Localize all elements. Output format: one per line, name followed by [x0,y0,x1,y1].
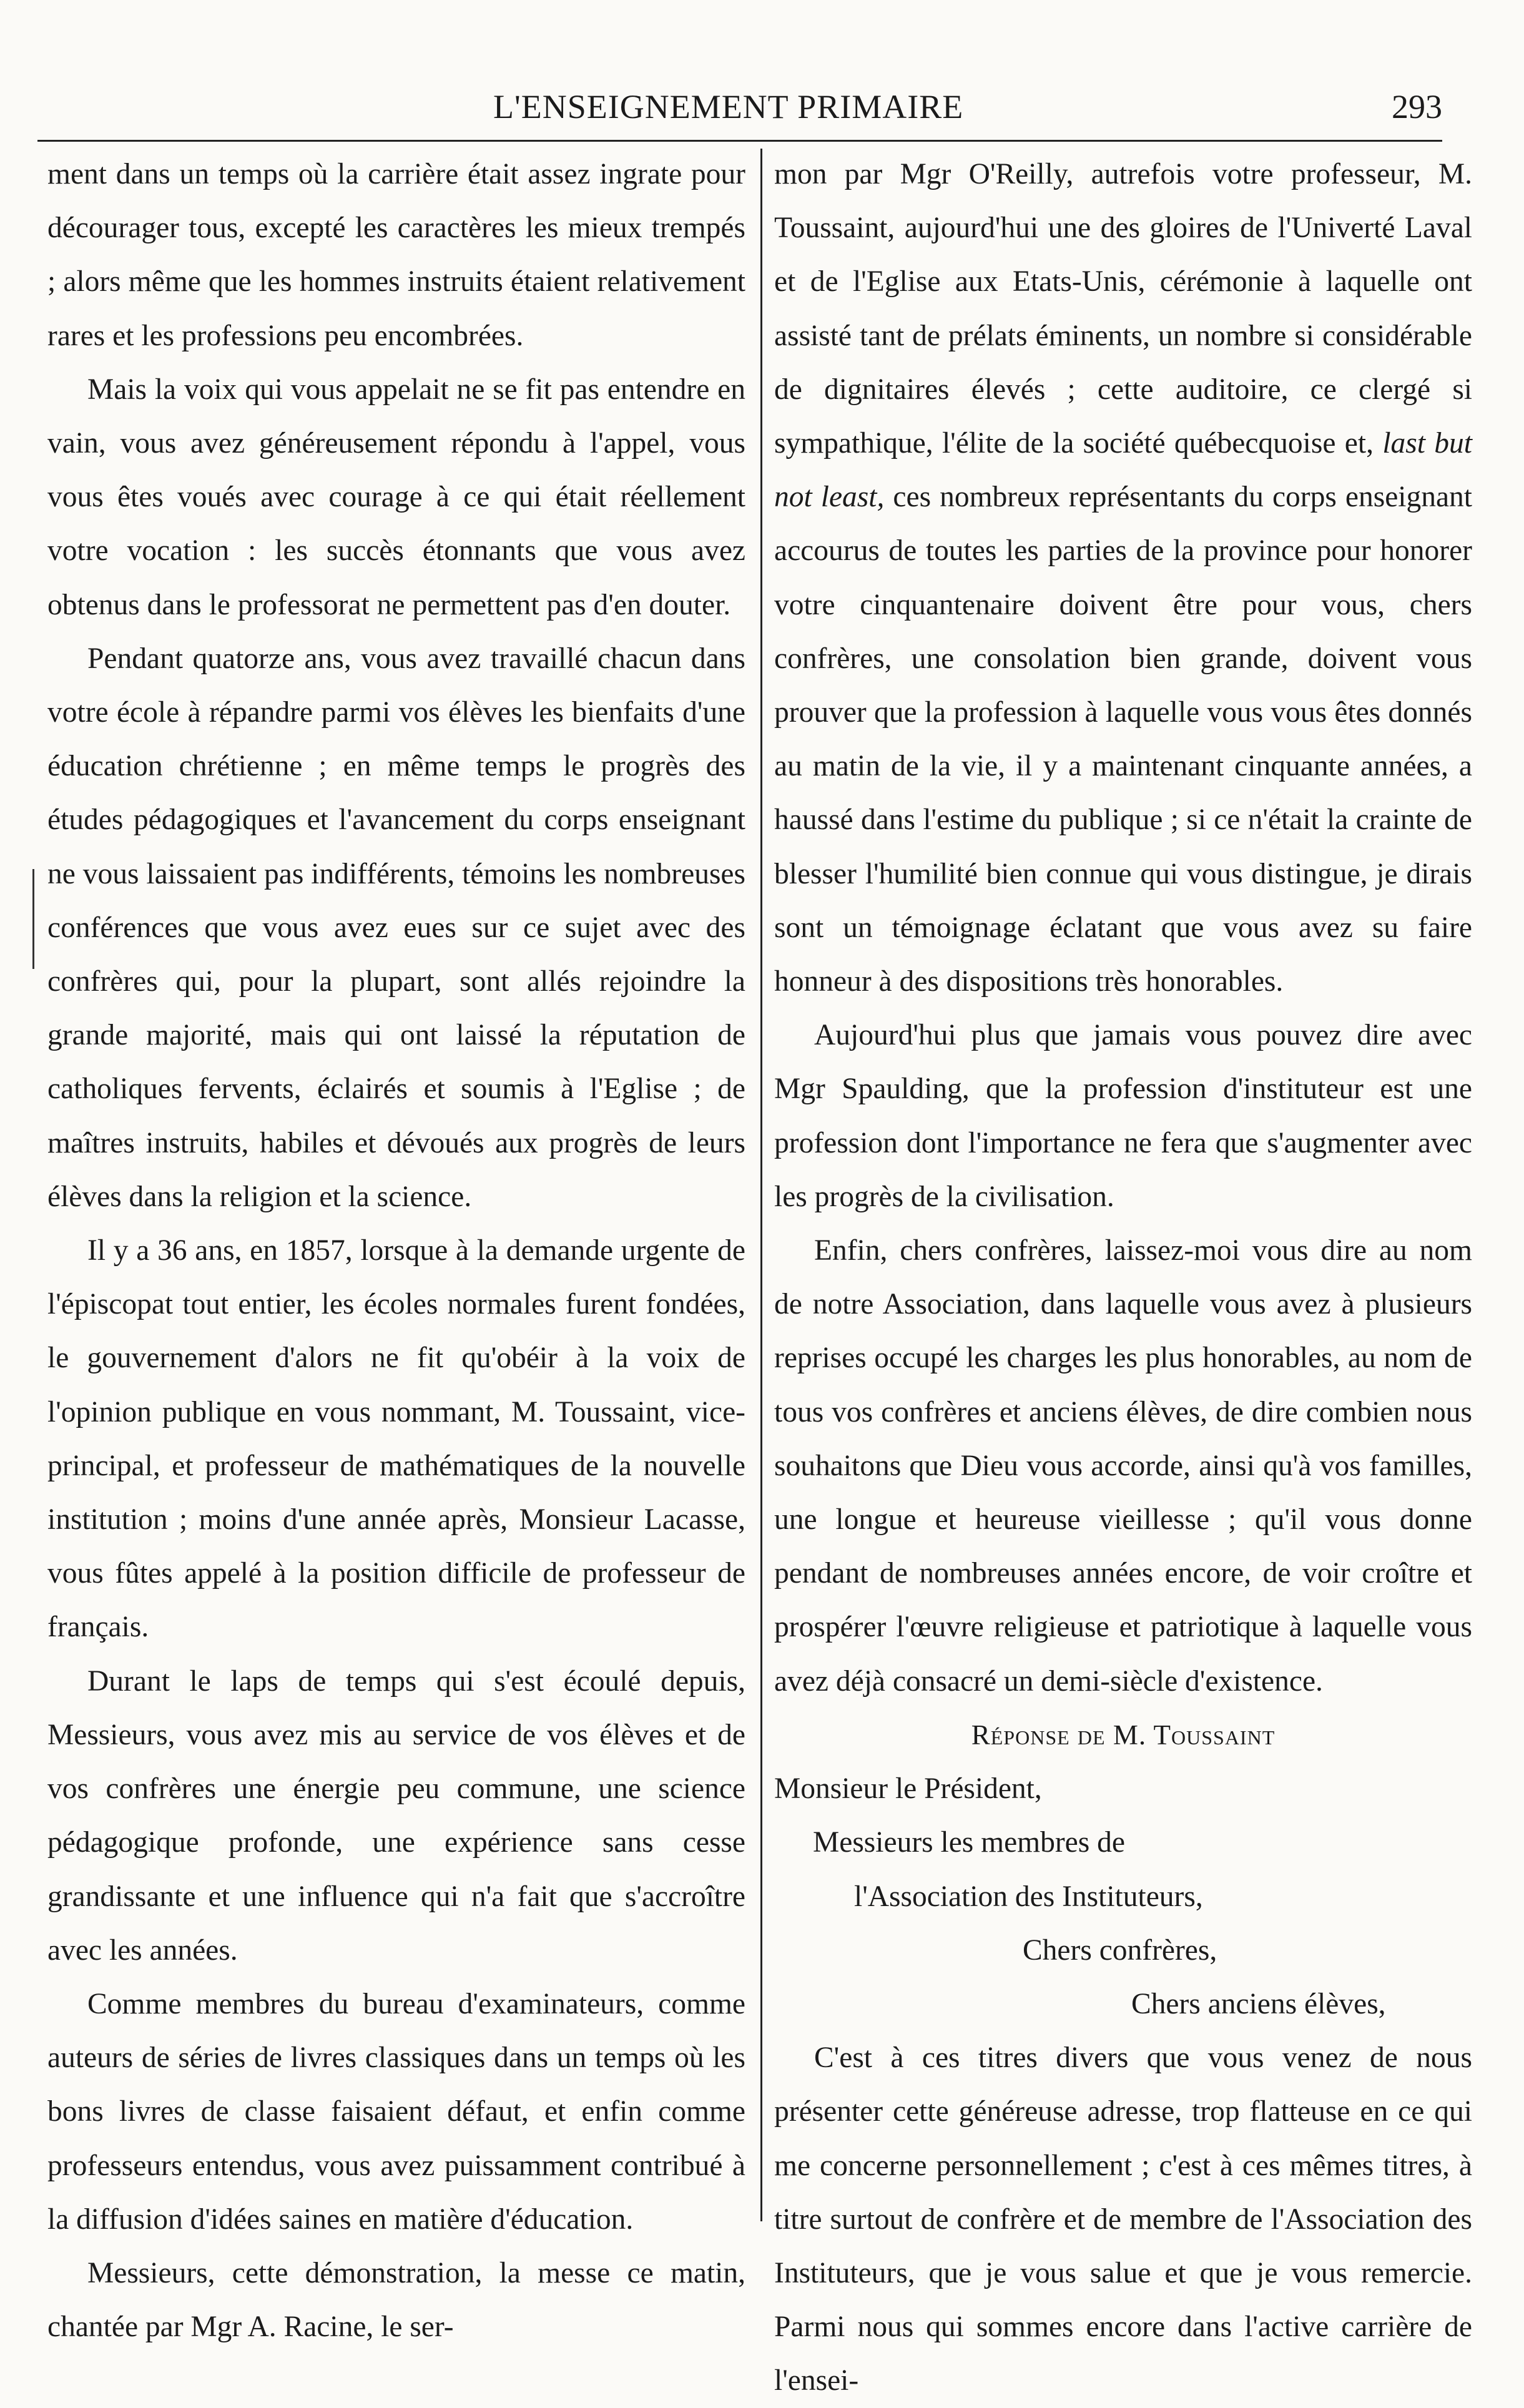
header-rule [37,140,1442,142]
running-title: L'ENSEIGNEMENT PRIMAIRE [493,88,964,125]
section-heading [774,1708,1472,1762]
paragraph [774,147,1472,1008]
paragraph: Mais la voix qui vous appelait ne se fit pas entendre en vain, vous avez généreusement répondu à l'appel, vous vous êtes voués avec courage à ce qui était réellement votre vocation : les succès étonnants que vous avez obtenus dans le professorat ne permettent pas d'en douter. [47,373,745,621]
paragraph: Enfin, chers confrères, laissez-moi vous dire au nom de notre Association, dans laquelle vous avez à plusieurs reprises occupé les charges les plus honorables, au nom de tous vos confrères et anciens élèves, de dire combien nous souhaitons que Dieu vous accorde, ainsi qu'à vos familles, une longue et heureuse vieillesse ; qu'il vous donne pendant de nombreuses années encore, de voir croître et prospérer l'œuvre religieuse et patriotique à laquelle vous avez déjà consacré un demi-siècle d'existence. [774,1234,1472,1698]
salutation-line: Chers anciens élèves, [1131,1987,1386,2020]
column-divider [760,149,762,2221]
paragraph-text: mon par Mgr O'Reilly, autrefois votre professeur, M. Toussaint, aujourd'hui une des gloires de l'Univerté Laval et de l'Eglise aux Etats-Unis, cérémonie à laquelle ont assisté tant de prélats éminents, un nombre si considérable de dignitaires élevés ; cette auditoire, ce clergé si sympathique, l'élite de la société québecquoise et, [774,158,1472,460]
paragraph: Durant le laps de temps qui s'est écoulé depuis, Messieurs, vous avez mis au service de vos élèves et de vos confrères une énergie peu commune, une science pédagogique profonde, une expérience sans cesse grandissante et une influence qui n'a fait que s'accroître avec les années. [47,1664,745,1967]
paragraph: Pendant quatorze ans, vous avez travaillé chacun dans votre école à répandre parmi vos élèves les bienfaits d'une éducation chrétienne ; en même temps le progrès des études pédagogiques et l'avancement du corps enseignant ne vous laissaient pas indifférents, témoins les nombreuses conférences que vous avez eues sur ce sujet avec des confrères qui, pour la plupart, sont allés rejoindre la grande majorité, mais qui ont laissé la réputation de catholiques fervents, éclairés et soumis à l'Eglise ; de maîtres instruits, habiles et dévoués aux progrès de leurs élèves dans la religion et la science. [47,642,745,1213]
paragraph: Messieurs, cette démonstration, la messe ce matin, chantée par Mgr A. Racine, le ser- [47,2256,745,2344]
salutation-line: l'Association des Instituteurs, [854,1880,1203,1913]
italic-phrase: last but not least, [774,427,1472,514]
margin-mark [32,869,34,969]
page-header [37,87,1442,132]
right-column [774,147,1472,2408]
page-number: 293 [1392,88,1442,125]
salutation-line: Monsieur le Président, [774,1772,1042,1806]
paragraph-text: ces nombreux représentants du corps enseignant accourus de toutes les parties de la province pour honorer votre cinquantenaire doivent être pour vous, chers confrères, une consolation bien grande, doivent vous prouver que la profession à laquelle vous vous êtes donnés au matin de la vie, il y a maintenant cinquante années, a haussé dans l'estime du publique ; si ce n'était la crainte de blesser l'humilité bien connue qui vous distingue, je dirais sont un témoignage éclatant que vous avez su faire honneur à des dispositions très honorables. [774,481,1473,998]
paragraph: ment dans un temps où la carrière était assez ingrate pour décourager tous, excepté les caractères les mieux trempés ; alors même que les hommes instruits étaient relativement rares et les professions peu encombrées. [47,158,745,352]
paragraph: C'est à ces titres divers que vous venez de nous présenter cette généreuse adresse, trop flatteuse en ce qui me concerne personnellement ; c'est à ces mêmes titres, à titre surtout de confrère et de membre de l'Association des Instituteurs, que je vous salue et que je vous remercie. Parmi nous qui sommes encore dans l'active carrière de l'ensei- [774,2042,1472,2397]
salutation-line: Messieurs les membres de [813,1826,1125,1859]
salutation-line: Chers confrères, [1023,1934,1217,1967]
paragraph: Il y a 36 ans, en 1857, lorsque à la demande urgente de l'épiscopat tout entier, les écoles normales furent fondées, le gouvernement d'alors ne fit qu'obéir à la voix de l'opinion publique en vous nommant, M. Toussaint, vice-principal, et professeur de mathématiques de la nouvelle institution ; moins d'une année après, Monsieur Lacasse, vous fûtes appelé à la position difficile de professeur de français. [47,1234,745,1644]
paragraph: Aujourd'hui plus que jamais vous pouvez dire avec Mgr Spaulding, que la profession d'instituteur est une profession dont l'importance ne fera que s'augmenter avec les progrès de la civilisation. [774,1019,1472,1213]
left-column [47,147,745,2354]
paragraph: Comme membres du bureau d'examinateurs, comme auteurs de séries de livres classiques dans un temps où les bons livres de classe faisaient défaut, et enfin comme professeurs entendus, vous avez puissamment contribué à la diffusion d'idées saines en matière d'éducation. [47,1987,745,2236]
section-heading-text: Réponse de M. Toussaint [971,1719,1276,1751]
